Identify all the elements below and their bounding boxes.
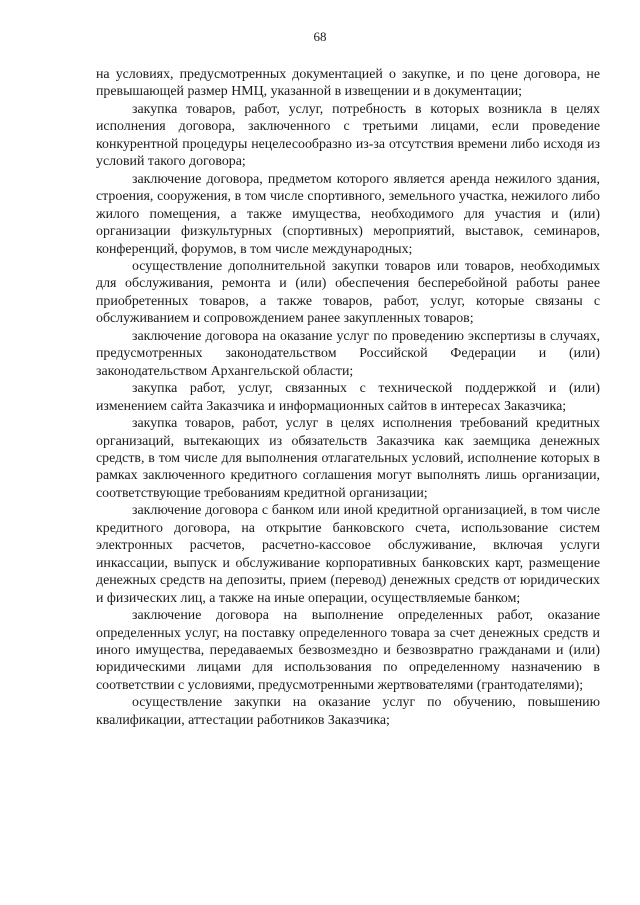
paragraph: осуществление закупки на оказание услуг по обучению, повышению квалификации, аттестации работников Заказчика; xyxy=(96,695,600,728)
paragraph: заключение договора на выполнение определенных работ, оказание определенных услуг, на поставку определенного товара за счет денежных средств и иного имущества, передаваемых безвозмездно и безвозвратно гражданами и (или) юридическими лицами для использования по определенному назначению в соответствии с условиями, предусмотренными жертвователями (грантодателями); xyxy=(96,608,600,693)
paragraph: закупка работ, услуг, связанных с технической поддержкой и (или) изменением сайта Заказчика и информационных сайтов в интересах Заказчика; xyxy=(96,381,600,414)
paragraph: закупка товаров, работ, услуг, потребность в которых возникла в целях исполнения договора, заключенного с третьими лицами, если проведение конкурентной процедуры нецелесообразно из-за отсутствия времени либо исходя из условий такого договора; xyxy=(96,101,600,170)
paragraph: заключение договора с банком или иной кредитной организацией, в том числе кредитного договора, на открытие банковского счета, использование систем электронных расчетов, расчетно-кассовое обслуживание, включая услуги инкассации, выпуск и обслуживание корпоративных банковских карт, размещение денежных средств на депозиты, прием (перевод) денежных средств от юридических и физических лиц, а также на иные операции, осуществляемые банком; xyxy=(96,503,600,606)
paragraph: заключение договора, предметом которого является аренда нежилого здания, строения, сооружения, в том числе спортивного, земельного участка, нежилого либо жилого помещения, а также имущества, необходимого для участия и (или) организации физкультурных (спортивных) мероприятий, выставок, семинаров, конференций, форумов, в том числе международных; xyxy=(96,171,600,257)
paragraph-continued: на условиях, предусмотренных документацией о закупке, и по цене договора, не превышающей размер НМЦ, указанной в извещении и в документации; xyxy=(96,67,600,100)
paragraph: осуществление дополнительной закупки товаров или товаров, необходимых для обслуживания, ремонта и (или) обеспечения бесперебойной работы ранее приобретенных товаров, а также товаров, работ, услуг, которые связаны с обслуживанием и сопровождением ранее закупленных товаров; xyxy=(96,258,600,327)
paragraph: закупка товаров, работ, услуг в целях исполнения требований кредитных организаций, вытекающих из обязательств Заказчика как заемщика денежных средств, в том числе для выполнения отлагательных условий, исполнение которых в рамках заключенного кредитного соглашения могут выполнять лишь организации, соответствующие требованиям кредитной организации; xyxy=(96,416,600,501)
paragraph: заключение договора на оказание услуг по проведению экспертизы в случаях, предусмотренных законодательством Российской Федерации и (или) законодательством Архангельской области; xyxy=(96,328,600,379)
page-number: 68 xyxy=(313,29,327,44)
page-body xyxy=(96,66,600,729)
